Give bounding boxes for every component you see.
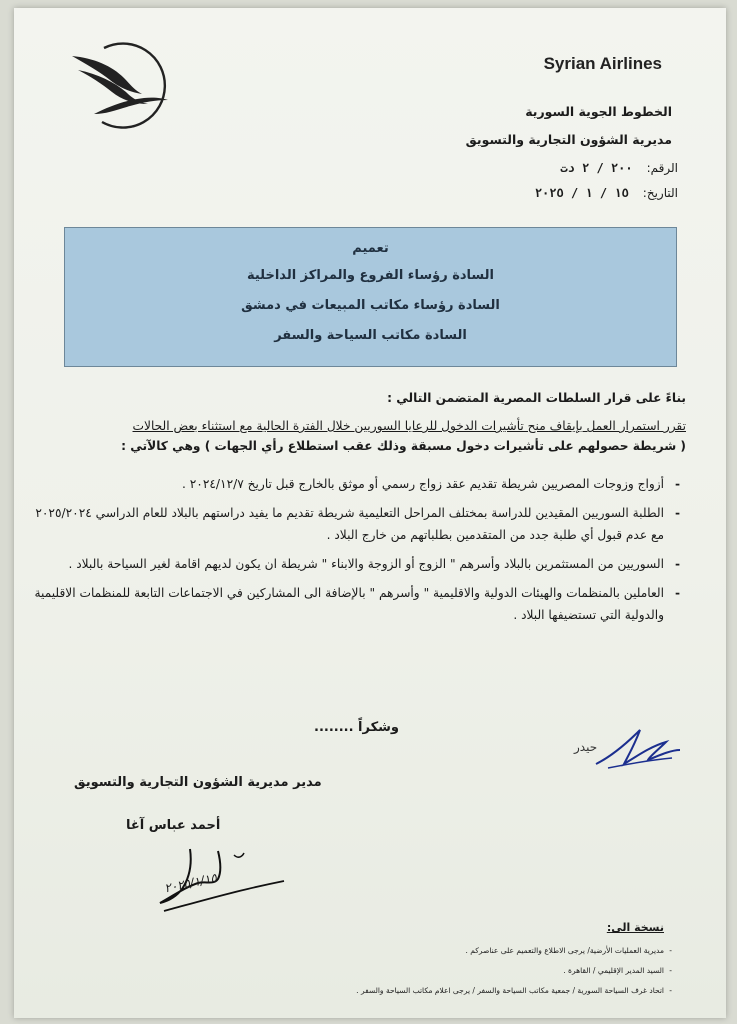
- document-page: [14, 8, 726, 1018]
- list-item: - الطلبة السوريين المقيدين للدراسة بمختلف المراحل التعليمية شريطة تقديم ما يفيد دراستهم بالبلاد للعام الدراسي ٢٠٢٥/٢٠٢٤ مع عدم قبول أي طلبة جدد من المتقدمين بطلباتهم من خارج البلاد .: [26, 503, 686, 546]
- director-title: مدير مديرية الشؤون التجارية والتسويق: [74, 775, 322, 790]
- reference-line: [560, 161, 678, 175]
- date-label: التاريخ:: [642, 186, 678, 200]
- airline-name-english: Syrian Airlines: [543, 54, 662, 73]
- directorate-name: مديرية الشؤون التجارية والتسويق: [465, 132, 672, 147]
- director-signature-icon: [134, 841, 309, 916]
- director-name: أحمد عباس آغا: [126, 818, 221, 833]
- circular-recipients-box: [64, 227, 677, 367]
- reference-label: الرقم:: [646, 161, 678, 175]
- intro-line: بناءً على قرار السلطات المصرية المتضمن التالي :: [387, 391, 686, 405]
- list-item: - مديرية العمليات الأرضية/ يرجى الاطلاع والتعميم على عناصركم .: [194, 941, 674, 961]
- thanks-line: وشكراً ........: [314, 720, 400, 735]
- list-item: - العاملين بالمنظمات والهيئات الدولية والاقليمية " وأسرهم " بالإضافة الى المشاركين في الاجتماعات التابعة للمنظمات الاقليمية والدولية التي تستضيفها البلاد .: [26, 583, 686, 626]
- airline-logo-icon: [64, 36, 174, 131]
- circular-title: تعميم: [352, 241, 389, 256]
- initial-signature-icon: [588, 720, 726, 780]
- exception-list: [26, 474, 686, 634]
- airline-name-arabic: الخطوط الجوية السورية: [525, 104, 672, 119]
- list-item: - السيد المدير الإقليمي / القاهرة .: [194, 961, 674, 981]
- recipient-line: السادة رؤساء الفروع والمراكز الداخلية: [246, 268, 494, 283]
- reference-value: ٢٠٠ / ٢ دت: [560, 161, 633, 175]
- main-paragraph: [36, 419, 686, 455]
- paragraph-line: تقرر استمرار العمل بإيقاف منح تأشيرات الدخول للرعايا السوريين خلال الفترة الحالية مع استثناء بعض الحالات: [132, 419, 686, 433]
- paragraph-line: ( شريطة حصولهم على تأشيرات دخول مسبقة وذلك عقب استطلاع رأي الجهات ) وهي كالآتي :: [121, 438, 686, 453]
- signature-date: ٢٠٢٥/١/١٥: [163, 870, 219, 896]
- date-line: [535, 186, 678, 200]
- list-item: - السوريين من المستثمرين بالبلاد وأسرهم " الزوج أو الزوجة والابناء " شريطة ان يكون لديهم اقامة لغير السياحة بالبلاد .: [26, 554, 686, 575]
- list-item: - أزواج وزوجات المصريين شريطة تقديم عقد زواج رسمي أو موثق بالخارج قبل تاريخ ٢٠٢٤/١٢/٧ .: [26, 474, 686, 495]
- cc-list: [194, 941, 674, 1001]
- recipient-line: السادة رؤساء مكاتب المبيعات في دمشق: [241, 298, 500, 313]
- initial-label: حيدر: [574, 740, 598, 754]
- cc-title: نسخة الى:: [606, 921, 664, 934]
- recipient-line: السادة مكاتب السياحة والسفر: [274, 328, 467, 343]
- list-item: - اتحاد غرف السياحة السورية / جمعية مكاتب السياحة والسفر / يرجى اعلام مكاتب السياحة والسفر .: [194, 981, 674, 1001]
- date-value: ١٥ / ١ / ٢٠٢٥: [534, 186, 629, 200]
